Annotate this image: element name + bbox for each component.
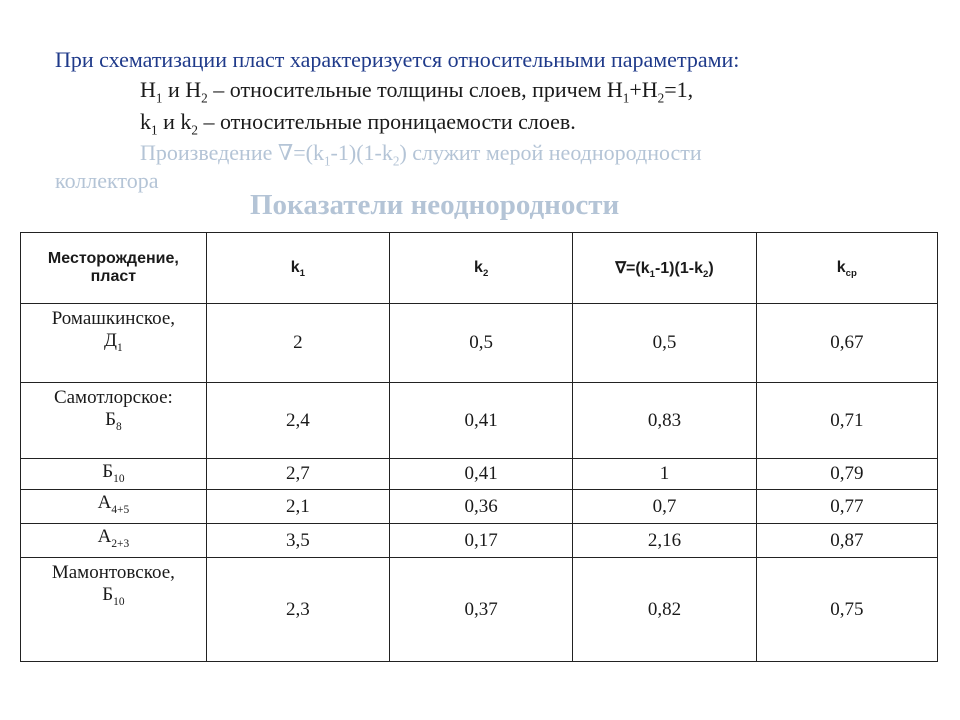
cell-kcp: 0,79 <box>756 459 937 490</box>
cell-kcp: 0,67 <box>756 304 937 383</box>
cell-kcp: 0,75 <box>756 558 937 662</box>
table-row <box>21 490 938 524</box>
table-heading: Показатели неоднородности <box>250 189 620 221</box>
subscript: 1 <box>323 153 331 169</box>
intro-line-5: коллектора <box>55 168 159 193</box>
header-k2 <box>390 233 573 304</box>
cell-k1: 2 <box>206 304 389 383</box>
header-text: пласт <box>90 268 137 285</box>
layer-name: Д <box>104 330 117 351</box>
subscript: 10 <box>113 472 125 485</box>
cell-field <box>21 558 207 662</box>
cell-k2: 0,41 <box>390 459 573 490</box>
intro-text <box>55 46 935 194</box>
header-field <box>21 233 207 304</box>
text-fragment: +H <box>629 77 658 102</box>
cell-k2: 0,41 <box>390 383 573 459</box>
intro-line-4 <box>140 138 935 168</box>
subscript: 2 <box>657 90 665 106</box>
header-k1 <box>206 233 389 304</box>
cell-k1: 2,1 <box>206 490 389 524</box>
cell-k1: 3,5 <box>206 524 389 558</box>
layer-name: Б <box>105 409 116 430</box>
field-name: Мамонтовское, <box>51 562 175 583</box>
subscript: 1 <box>649 269 655 281</box>
cell-k1: 2,3 <box>206 558 389 662</box>
cell-kcp: 0,71 <box>756 383 937 459</box>
cell-field <box>21 490 207 524</box>
cell-nabla: 2,16 <box>573 524 756 558</box>
text-fragment: – относительные толщины слоев, причем H <box>207 77 623 102</box>
subscript: 10 <box>113 595 125 608</box>
cell-kcp: 0,77 <box>756 490 937 524</box>
cell-nabla: 0,82 <box>573 558 756 662</box>
layer-name: А <box>97 492 112 513</box>
header-text: -1)(1-k <box>654 260 703 277</box>
layer-name: Б <box>102 461 114 482</box>
header-nabla <box>573 233 756 304</box>
cell-field <box>21 524 207 558</box>
subscript: 1 <box>155 90 163 106</box>
text-fragment: и H <box>162 77 202 102</box>
header-text: Месторождение, <box>47 250 179 267</box>
header-text: =(k <box>626 260 650 277</box>
layer-name: А <box>97 526 112 547</box>
table-row <box>21 304 938 383</box>
cell-nabla: 0,5 <box>573 304 756 383</box>
text-fragment: ) служит мерой неоднородности <box>399 140 702 165</box>
subscript: 2+3 <box>111 537 130 550</box>
intro-line-1: При схематизации пласт характеризуется относительными параметрами: <box>55 47 740 72</box>
header-text: k <box>290 259 300 276</box>
table-row <box>21 524 938 558</box>
subscript: 1 <box>299 268 305 280</box>
subscript: 1 <box>151 122 158 138</box>
text-fragment: и k <box>157 109 192 134</box>
cell-nabla: 0,7 <box>573 490 756 524</box>
subscript: 2 <box>392 153 400 169</box>
layer-name: Б <box>102 584 114 605</box>
cell-k2: 0,37 <box>390 558 573 662</box>
field-name: Самотлорское: <box>53 387 173 408</box>
text-fragment: -1)(1-k <box>330 140 393 165</box>
cell-k2: 0,17 <box>390 524 573 558</box>
subscript: 2 <box>201 90 208 106</box>
nabla-icon: ∇ <box>615 260 627 277</box>
text-fragment: k <box>140 109 151 134</box>
cell-nabla: 1 <box>573 459 756 490</box>
table-row <box>21 383 938 459</box>
text-fragment: – относительные проницаемости слоев. <box>197 109 576 134</box>
table-row <box>21 558 938 662</box>
cell-k1: 2,7 <box>206 459 389 490</box>
subscript: 8 <box>115 420 122 433</box>
table-header-row <box>21 233 938 304</box>
subscript: 4+5 <box>111 503 130 516</box>
subscript: 1 <box>117 341 123 354</box>
field-name: Ромашкинское, <box>51 308 176 329</box>
text-fragment: Произведение ∇=(k <box>140 140 324 165</box>
header-text: k <box>474 259 483 276</box>
text-fragment: =1, <box>664 77 694 102</box>
cell-k2: 0,36 <box>390 490 573 524</box>
cell-field <box>21 459 207 490</box>
header-text: ) <box>708 260 714 277</box>
subscript: 2 <box>702 269 709 281</box>
header-text: k <box>836 259 846 276</box>
text-fragment: H <box>140 77 156 102</box>
subscript: ср <box>845 268 857 280</box>
table-row <box>21 459 938 490</box>
heterogeneity-table <box>20 232 938 662</box>
subscript: 2 <box>482 268 489 280</box>
cell-field <box>21 383 207 459</box>
cell-nabla: 0,83 <box>573 383 756 459</box>
header-kcp <box>756 233 937 304</box>
cell-kcp: 0,87 <box>756 524 937 558</box>
subscript: 2 <box>191 122 198 138</box>
cell-k2: 0,5 <box>390 304 573 383</box>
intro-line-2 <box>140 74 935 106</box>
cell-field <box>21 304 207 383</box>
subscript: 1 <box>622 90 630 106</box>
cell-k1: 2,4 <box>206 383 389 459</box>
intro-line-3 <box>140 106 935 138</box>
